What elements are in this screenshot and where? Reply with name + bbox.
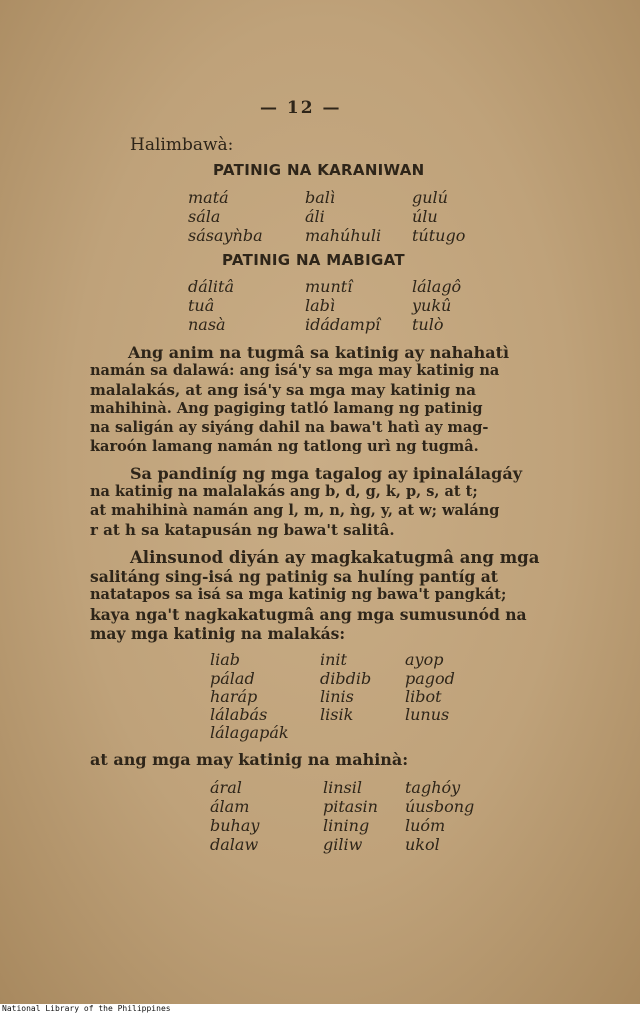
word: áli bbox=[305, 207, 325, 226]
word: áral bbox=[210, 778, 242, 797]
paragraph-line: Alinsunod diyán ay magkakatugmâ ang mga bbox=[130, 548, 540, 567]
word: init bbox=[320, 650, 347, 669]
word: giliw bbox=[323, 835, 363, 854]
word: nasà bbox=[188, 315, 226, 334]
word: idádampî bbox=[305, 315, 381, 334]
paragraph-line: may mga katinig na malakás: bbox=[90, 624, 346, 643]
word: linis bbox=[320, 687, 354, 706]
word: linsil bbox=[323, 778, 362, 797]
word: pitasin bbox=[323, 797, 378, 816]
paragraph-line: na saligán ay siyáng dahil na bawa't hatì ay mag- bbox=[90, 419, 489, 436]
paragraph-line: r at h sa katapusán ng bawa't salitâ. bbox=[90, 521, 395, 539]
word: ayop bbox=[405, 650, 444, 669]
paragraph-line: namán sa dalawá: ang isá'y sa mga may katinig na bbox=[90, 362, 500, 379]
word: dálitâ bbox=[188, 277, 234, 296]
example-label: Halimbawà: bbox=[130, 135, 234, 155]
word: luóm bbox=[405, 816, 446, 835]
word: sásayǹba bbox=[188, 226, 263, 245]
word: libot bbox=[405, 687, 442, 706]
word: ukol bbox=[405, 835, 440, 854]
word: pagod bbox=[405, 669, 455, 688]
word: buhay bbox=[210, 816, 260, 835]
word: lunus bbox=[405, 705, 450, 724]
paragraph-line: na katinig na malalakás ang b, d, g, k, p, s, at t; bbox=[90, 483, 478, 500]
paragraph-line: karoón lamang namán ng tatlong urì ng tugmâ. bbox=[90, 438, 479, 455]
word: haráp bbox=[210, 687, 258, 706]
paragraph-line: Ang anim na tugmâ sa katinig ay nahahatì bbox=[128, 343, 510, 362]
word: dibdib bbox=[320, 669, 372, 688]
word: lálagô bbox=[412, 277, 462, 296]
word: gulú bbox=[412, 188, 448, 207]
word: taghóy bbox=[405, 778, 461, 797]
word: álam bbox=[210, 797, 250, 816]
word: balì bbox=[305, 188, 336, 207]
word: mahúhuli bbox=[305, 226, 382, 245]
word: tuâ bbox=[188, 296, 215, 315]
paragraph-line: mahihinà. Ang pagiging tatló lamang ng patinig bbox=[90, 400, 483, 417]
word: labì bbox=[305, 296, 336, 315]
word: liab bbox=[210, 650, 241, 669]
paragraph-line: kaya nga't nagkakatugmâ ang mga sumusunód na bbox=[90, 605, 527, 624]
word: tútugo bbox=[412, 226, 466, 245]
word: úusbong bbox=[405, 797, 475, 816]
word: muntî bbox=[305, 277, 353, 296]
heading-mabigat: PATINIG NA MABIGAT bbox=[222, 251, 405, 269]
word: úlu bbox=[412, 207, 438, 226]
word: lisik bbox=[320, 705, 354, 724]
word: pálad bbox=[210, 669, 255, 688]
word: lálagapák bbox=[210, 723, 289, 742]
word: lining bbox=[323, 816, 370, 835]
word: lálabás bbox=[210, 705, 268, 724]
word: matá bbox=[188, 188, 229, 207]
paragraph-line: at mahihinà namán ang l, m, n, ǹg, y, at w; waláng bbox=[90, 502, 500, 519]
mahina-intro: at ang mga may katinig na mahinà: bbox=[90, 750, 409, 769]
word: sála bbox=[188, 207, 221, 226]
paragraph-line: Sa pandiníg ng mga tagalog ay ipinalálagáy bbox=[130, 464, 522, 483]
word: dalaw bbox=[210, 835, 259, 854]
page-number: — 12 — bbox=[260, 98, 342, 118]
paragraph-line: malalakás, at ang isá'y sa mga may katinig na bbox=[90, 381, 476, 399]
word: yukû bbox=[412, 296, 452, 315]
heading-karaniwan: PATINIG NA KARANIWAN bbox=[213, 161, 425, 179]
library-footer: National Library of the Philippines bbox=[2, 1004, 171, 1013]
word: tulò bbox=[412, 315, 444, 334]
paragraph-line: salitáng sing-isá ng patinig sa hulíng pantíg at bbox=[90, 567, 498, 586]
paragraph-line: natatapos sa isá sa mga katinig ng bawa't pangkát; bbox=[90, 586, 507, 603]
